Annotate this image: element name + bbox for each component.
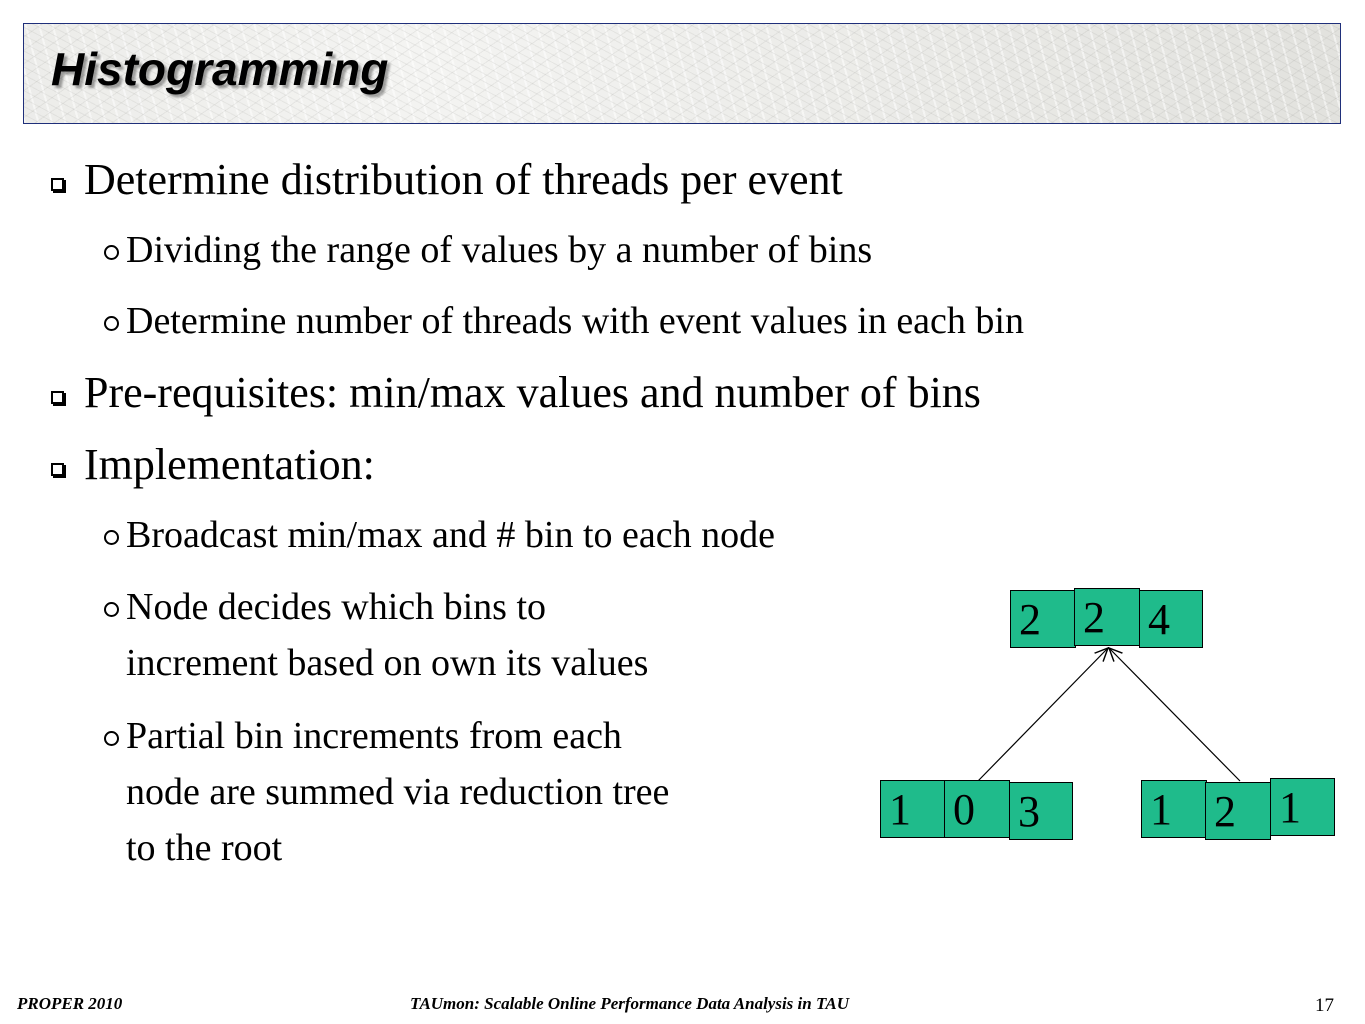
sub-bullet-text: Broadcast min/max and # bin to each node: [126, 514, 775, 556]
circle-bullet-icon: [104, 316, 119, 331]
square-bullet-icon: [51, 178, 64, 191]
sub-bullet-text: Partial bin increments from each: [126, 715, 622, 757]
left-arrow: [978, 648, 1108, 781]
page-number: 17: [1315, 995, 1334, 1016]
sub-bullet-text: node are summed via reduction tree: [126, 771, 670, 813]
square-bullet-icon: [51, 391, 64, 404]
circle-bullet-icon: [104, 731, 119, 746]
square-bullet-icon: [51, 463, 64, 476]
right-arrow: [1109, 648, 1240, 781]
bin-cell: 4: [1139, 590, 1203, 648]
sub-bullet-text: Dividing the range of values by a number of bins: [126, 229, 873, 271]
sub-bullet-text: to the root: [126, 827, 283, 869]
circle-bullet-icon: [104, 530, 119, 545]
circle-bullet-icon: [104, 245, 119, 260]
sub-bullet-text: increment based on own its values: [126, 642, 649, 684]
bullet-text: Pre-requisites: min/max values and number of bins: [84, 368, 981, 417]
footer-conference: PROPER 2010: [17, 994, 123, 1013]
bin-cell: 1: [880, 780, 946, 838]
footer-title: TAUmon: Scalable Online Performance Data Analysis in TAU: [410, 994, 850, 1013]
bin-cell: 2: [1205, 782, 1271, 840]
title-banner: [23, 23, 1341, 124]
sub-bullet-text: Node decides which bins to: [126, 586, 547, 628]
sub-bullet-text: Determine number of threads with event values in each bin: [126, 300, 1024, 342]
bin-cell: 3: [1009, 782, 1073, 840]
bin-cell: 1: [1270, 778, 1335, 836]
circle-bullet-icon: [104, 602, 119, 617]
bullet-text: Determine distribution of threads per event: [84, 155, 843, 204]
slide-title: Histogramming: [51, 43, 389, 95]
bin-cell: 0: [944, 780, 1010, 838]
bin-cell: 2: [1010, 590, 1076, 648]
bin-cell: 1: [1141, 780, 1207, 838]
bullet-text: Implementation:: [84, 440, 375, 489]
bin-cell: 2: [1074, 588, 1140, 646]
